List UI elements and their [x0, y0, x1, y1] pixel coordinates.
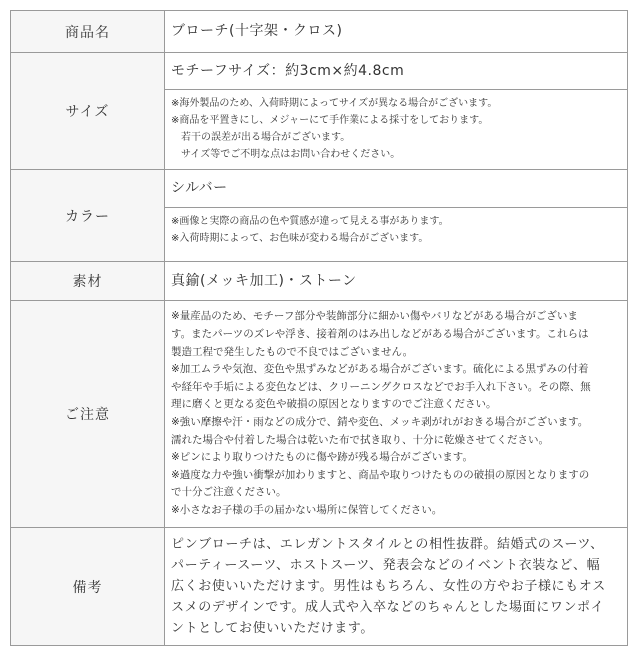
color-note: ※入荷時期によって、お色味が変わる場合がございます。	[171, 233, 429, 244]
value-product-name: ブローチ(十字架・クロス)	[171, 23, 343, 39]
caution-line: ※加工ムラや気泡、変色や黒ずみなどがある場合がございます。硫化による黒ずみの付着	[171, 363, 589, 376]
value-material: 真鍮(メッキ加工)・ストーン	[171, 272, 357, 289]
row-product-name	[11, 11, 628, 53]
row-remarks	[11, 528, 628, 646]
caution-line: 製造工程で発生したもので不良ではございません。	[171, 345, 414, 358]
value-size: モチーフサイズ：約3cm×約4.8cm	[171, 63, 405, 79]
label-caution: ご注意	[11, 301, 165, 528]
caution-line: す。またパーツのズレや浮き、接着剤のはみ出しなどがある場合がございます。これらは	[171, 328, 589, 341]
remarks-line: スメのデザインです。成人式や入卒などのちゃんとした場面にワンポイ	[171, 600, 605, 615]
row-material	[11, 262, 628, 301]
spec-table	[10, 10, 628, 646]
caution-line: ※小さなお子様の手の届かない場所に保管してください。	[171, 503, 443, 516]
caution-text	[165, 304, 627, 523]
caution-line: や経年や手垢による変色などは、クリーニングクロスなどでお手入れ下さい。その際、無	[171, 380, 591, 393]
caution-line: ※ピンにより取りつけたものに傷や跡が残る場合がございます。	[171, 451, 473, 464]
caution-line: 濡れた場合や付着した場合は乾いた布で拭き取り、十分に乾燥させてください。	[171, 433, 549, 446]
remarks-line: パーティースーツ、ホストスーツ、発表会などのイベント衣装など、幅	[171, 558, 601, 573]
value-color: シルバー	[171, 180, 228, 196]
remarks-line: 広くお使いいただけます。男性はもちろん、女性の方やお子様にもオス	[171, 579, 606, 594]
caution-line: ※強い摩擦や汗・雨などの成分で、錆や変色、メッキ剥がれがおきる場合がございます。	[171, 416, 589, 428]
remarks-line: ントとしてお使いいただけます。	[171, 621, 374, 636]
size-note: ※商品を平置きにし、メジャーにて手作業による採寸をしております。	[171, 115, 489, 126]
caution-line: ※過度な力や強い衝撃が加わりますと、商品や取りつけたものの破損の原因となりますの	[171, 468, 590, 481]
remarks-text	[165, 528, 627, 645]
color-notes	[165, 207, 627, 252]
label-size: サイズ	[11, 53, 165, 170]
remarks-line: ピンブローチは、エレガントスタイルとの相性抜群。結婚式のスーツ、	[171, 537, 604, 552]
caution-line: で十分ご注意ください。	[171, 486, 287, 499]
label-product-name: 商品名	[11, 11, 165, 53]
color-note: ※画像と実際の商品の色や質感が違って見える事があります。	[171, 216, 449, 227]
row-size	[11, 53, 628, 170]
row-color	[11, 170, 628, 262]
label-color: カラー	[11, 170, 165, 262]
row-caution	[11, 301, 628, 528]
size-note: サイズ等でご不明な点はお問い合わせください。	[181, 149, 401, 160]
label-remarks: 備考	[11, 528, 165, 646]
size-notes	[165, 89, 627, 168]
caution-line: 理に磨くと更なる変色や破損の原因となりますのでご注意ください。	[171, 398, 497, 411]
label-material: 素材	[11, 262, 165, 301]
caution-line: ※量産品のため、モチーフ部分や装飾部分に細かい傷やバリなどがある場合がございま	[171, 310, 578, 323]
size-note: 若干の誤差が出る場合がございます。	[181, 132, 351, 143]
size-note: ※海外製品のため、入荷時期によってサイズが異なる場合がございます。	[171, 98, 498, 109]
